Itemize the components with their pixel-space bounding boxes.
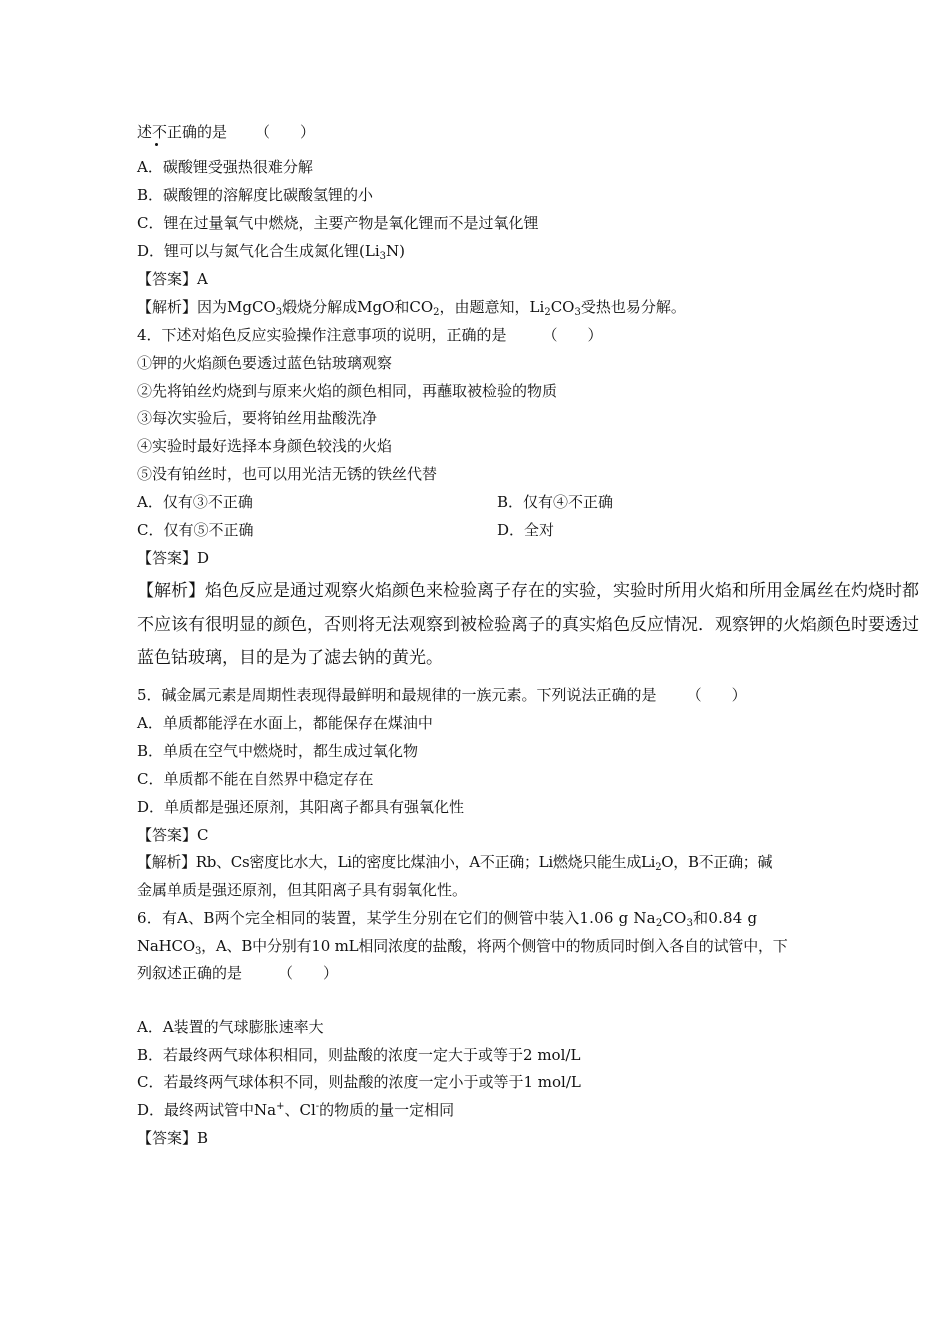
q6-stem-line-2: NaHCO$_3$，A、B中分别有10 mL相同浓度的盐酸，将两个侧管中的物质同时倒入各自的试管中，下: [137, 937, 788, 957]
q3-option-b: B．碳酸锂的溶解度比碳酸氢锂的小: [137, 186, 374, 204]
q4-item-3: ③每次实验后，要将铂丝用盐酸洗净: [137, 409, 378, 427]
emphasis-dot: 不正确的是: [152, 123, 228, 141]
q4-explanation-line-3: 蓝色钴玻璃，目的是为了滤去钠的黄光。: [137, 648, 443, 668]
q4-option-c: C．仅有⑤不正确: [137, 521, 254, 539]
q3-explanation: 【解析】因为MgCO$_3$煅烧分解成MgO和$CO_2$，由题意知，$Li_2CO_3$受热也易分解。: [137, 298, 686, 318]
q3-option-a: A．碳酸锂受强热很难分解: [137, 158, 313, 176]
q4-explanation-line-1: 【解析】焰色反应是通过观察火焰颜色来检验离子存在的实验，实验时所用火焰和所用金属丝在灼烧时都: [137, 581, 919, 601]
q4-stem: 4．下述对焰色反应实验操作注意事项的说明，正确的是 （ ）: [137, 326, 603, 344]
q5-answer: 【答案】C: [137, 826, 209, 844]
q6-stem-line-3: 列叙述正确的是 （ ）: [137, 964, 339, 982]
q5-option-b: B．单质在空气中燃烧时，都生成过氧化物: [137, 742, 419, 760]
q5-explanation-line-1: 【解析】Rb、Cs密度比水大，Li的密度比煤油小，A不正确；Li燃烧只能生成$Li_2O$，B不正确；碱: [137, 853, 773, 873]
q4-options-row-1: [137, 492, 614, 512]
q4-option-b: B．仅有④不正确: [497, 493, 614, 511]
q6-stem-line-1: 6．有A、B两个完全相同的装置，某学生分别在它们的侧管中装入1.06 g $Na_2CO_3$和0.84 g: [137, 909, 758, 929]
q6-option-d: D．最终两试管中Na+、Cl-的物质的量一定相同: [137, 1101, 455, 1119]
q4-item-5: ⑤没有铂丝时，也可以用光洁无锈的铁丝代替: [137, 465, 438, 483]
q3-option-c: C．锂在过量氧气中燃烧，主要产物是氧化锂而不是过氧化锂: [137, 214, 539, 232]
q3-answer: 【答案】A: [137, 270, 208, 288]
q6-option-c: C．若最终两气球体积不同，则盐酸的浓度一定小于或等于1 mol/L: [137, 1073, 581, 1091]
q4-option-a: A．仅有③不正确: [137, 493, 253, 511]
q6-answer: 【答案】B: [137, 1129, 209, 1147]
q5-stem: 5．碱金属元素是周期性表现得最鲜明和最规律的一族元素。下列说法正确的是 （ ）: [137, 686, 747, 704]
q6-option-b: B．若最终两气球体积相同，则盐酸的浓度一定大于或等于2 mol/L: [137, 1046, 581, 1064]
q4-explanation-line-2: 不应该有很明显的颜色，否则将无法观察到被检验离子的真实焰色反应情况．观察钾的火焰颜色时要透过: [137, 615, 919, 635]
q4-item-2: ②先将铂丝灼烧到与原来火焰的颜色相同，再蘸取被检验的物质: [137, 382, 558, 400]
q6-option-a: A．A装置的气球膨胀速率大: [137, 1018, 324, 1036]
q4-option-d: D．全对: [497, 521, 555, 539]
q3-option-d: D．锂可以与氮气化合生成氮化锂$(Li_3N)$: [137, 242, 405, 262]
q5-explanation-line-2: 金属单质是强还原剂，但其阳离子具有弱氧化性。: [137, 881, 468, 899]
q4-item-1: ①钾的火焰颜色要透过蓝色钴玻璃观察: [137, 354, 393, 372]
q4-answer: 【答案】D: [137, 549, 210, 567]
q4-options-row-2: [137, 520, 555, 540]
q3-stem: 述不正确的是 （ ）: [137, 123, 316, 141]
q5-option-a: A．单质都能浮在水面上，都能保存在煤油中: [137, 714, 433, 732]
q5-option-c: C．单质都不能在自然界中稳定存在: [137, 770, 374, 788]
q5-option-d: D．单质都是强还原剂，其阳离子都具有强氧化性: [137, 798, 465, 816]
q4-item-4: ④实验时最好选择本身颜色较浅的火焰: [137, 437, 393, 455]
